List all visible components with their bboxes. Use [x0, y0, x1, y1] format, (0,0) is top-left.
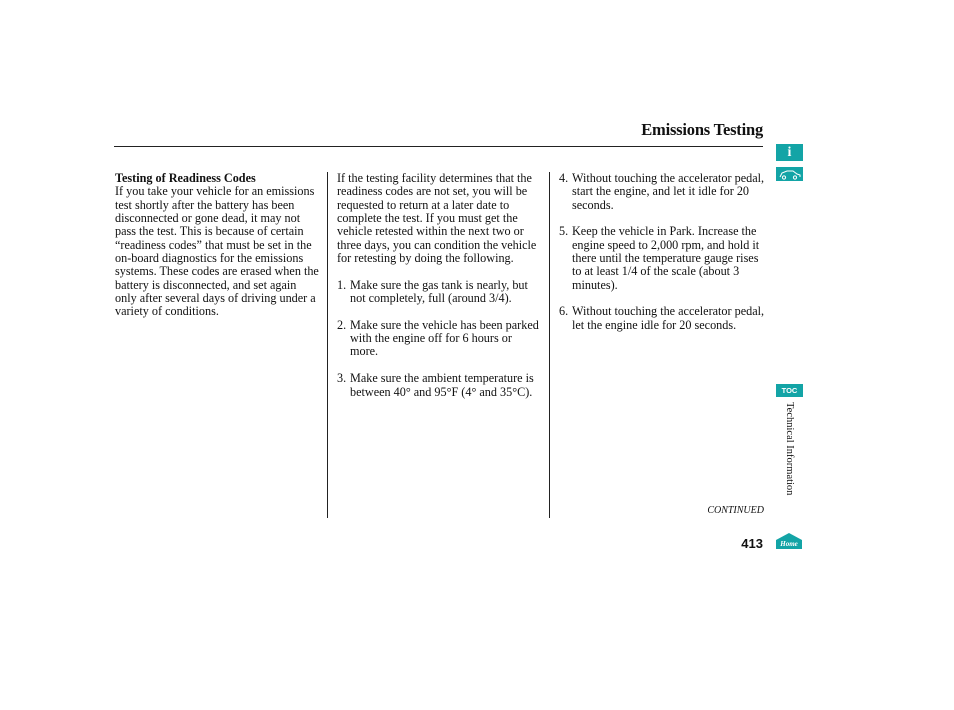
retest-intro: If the testing facility determines that the readiness codes are not set, you will be requested to return at a later date to complete the test. If you must get the vehicle retested within the next two or three days, you can condition the vehicle for retesting by doing the following. [337, 171, 537, 266]
list-item [559, 172, 765, 212]
car-icon-graphic [776, 167, 803, 181]
info-icon[interactable]: i [776, 144, 803, 161]
step-number: 2. [337, 317, 347, 332]
list-item [559, 305, 765, 332]
column-divider-1 [327, 172, 328, 518]
step-text: Without touching the accelerator pedal, start the engine, and let it idle for 20 seconds. [572, 171, 765, 212]
step-text: Keep the vehicle in Park. Increase the engine speed to 2,000 rpm, and hold it there until the temperature gauge rises to at least 1/4 of the scale (about 3 minutes). [572, 224, 760, 292]
home-icon[interactable] [775, 532, 803, 550]
column-3 [559, 172, 765, 332]
list-item [337, 319, 542, 359]
column-divider-2 [549, 172, 550, 518]
section-label: Technical Information [784, 402, 795, 496]
column-1 [115, 172, 319, 319]
page-title: Emissions Testing [641, 120, 763, 139]
list-item [337, 372, 542, 399]
toc-tab[interactable]: TOC [776, 384, 803, 397]
list-item [559, 225, 765, 292]
steps-list-1 [337, 279, 542, 399]
step-number: 6. [559, 304, 569, 319]
step-text: Make sure the vehicle has been parked with the engine off for 6 hours or more. [350, 317, 539, 359]
page-number: 413 [741, 536, 763, 551]
step-number: 3. [337, 371, 347, 386]
step-number: 1. [337, 277, 347, 292]
step-number: 4. [559, 171, 569, 185]
home-tab-label: Home [780, 540, 798, 548]
continued-label: CONTINUED [707, 505, 764, 516]
step-number: 5. [559, 224, 569, 239]
step-text: Make sure the ambient temperature is between 40° and 95°F (4° and 35°C). [350, 371, 534, 399]
step-text: Make sure the gas tank is nearly, but not completely, full (around 3/4). [350, 277, 528, 306]
column-2 [337, 172, 542, 399]
car-icon[interactable] [776, 167, 803, 181]
section-heading: Testing of Readiness Codes [115, 171, 256, 185]
home-icon-graphic [775, 532, 803, 550]
step-text: Without touching the accelerator pedal, let the engine idle for 20 seconds. [572, 304, 765, 332]
list-item [337, 279, 542, 306]
readiness-paragraph: If you take your vehicle for an emissions test shortly after the battery has been disconnected or gone dead, it may not pass the test. This is because of certain “readiness codes” that must be set in the on-board diagnostics for the emissions systems. These codes are erased when the battery is disconnected, and set again only after several days of driving under a variety of conditions. [115, 184, 319, 319]
title-rule [114, 146, 763, 147]
